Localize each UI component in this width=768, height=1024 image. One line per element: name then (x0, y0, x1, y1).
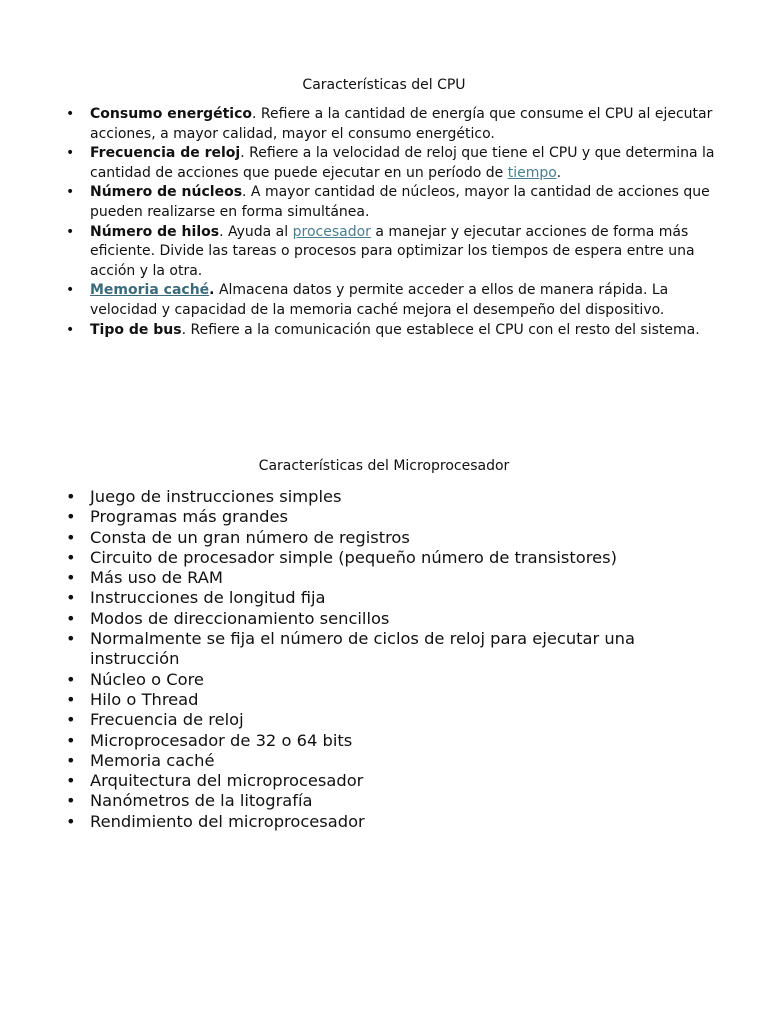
list-item (66, 223, 722, 282)
item-text-after: a manejar y ejecutar acciones de forma más eficiente. Divide las tareas o procesos para optimizar los tiempos de espera entre una acción y la otra. (90, 223, 695, 279)
memoria-cache-link[interactable]: Memoria caché (90, 282, 210, 299)
list-item: • Rendimiento del microprocesador (66, 812, 726, 832)
item-text: . A mayor cantidad de núcleos, mayor la cantidad de acciones que pueden realizarse en forma simultánea. (90, 184, 710, 220)
microprocessor-section-title: Características del Microprocesador (258, 458, 510, 474)
term-suffix: . (209, 282, 215, 299)
microprocessor-characteristics-list (66, 487, 726, 832)
list-item: • Más uso de RAM (66, 568, 726, 588)
term-label: Tipo de bus (90, 321, 182, 338)
list-item: • Circuito de procesador simple (pequeño número de transistores) (66, 548, 726, 568)
list-item (66, 281, 722, 320)
item-text: . Ayuda al (219, 223, 293, 240)
list-item (66, 105, 722, 144)
list-item (66, 321, 722, 341)
list-item: • Consta de un gran número de registros (66, 528, 726, 548)
list-item: • Frecuencia de reloj (66, 710, 726, 730)
list-item (66, 183, 722, 222)
list-item: • Instrucciones de longitud fija (66, 588, 726, 608)
tiempo-link[interactable]: tiempo (507, 164, 557, 181)
item-text: Almacena datos y permite acceder a ellos de manera rápida. La velocidad y capacidad de la memoria caché mejora el desempeño del dispositivo. (90, 282, 669, 318)
term-label: Número de hilos (90, 223, 220, 240)
item-text-after: . (556, 164, 562, 181)
list-item: • Juego de instrucciones simples (66, 487, 726, 507)
list-item: • Normalmente se fija el número de ciclos de reloj para ejecutar una instrucción (66, 629, 726, 670)
term-label: Frecuencia de reloj (90, 145, 241, 162)
item-text: . Refiere a la velocidad de reloj que tiene el CPU y que determina la cantidad de acciones que puede ejecutar en un período de (90, 145, 715, 181)
item-text: . Refiere a la cantidad de energía que consume el CPU al ejecutar acciones, a mayor calidad, mayor el consumo energético. (90, 106, 713, 142)
list-item: • Memoria caché (66, 751, 726, 771)
list-item: • Arquitectura del microprocesador (66, 771, 726, 791)
list-item: • Microprocesador de 32 o 64 bits (66, 731, 726, 751)
list-item: • Modos de direccionamiento sencillos (66, 609, 726, 629)
term-label: Número de núcleos (90, 184, 243, 201)
procesador-link[interactable]: procesador (292, 223, 371, 240)
list-item: • Núcleo o Core (66, 670, 726, 690)
list-item (66, 144, 722, 183)
list-item: • Hilo o Thread (66, 690, 726, 710)
term-label: Consumo energético (90, 106, 253, 122)
cpu-section-title: Características del CPU (302, 77, 466, 93)
item-text: . Refiere a la comunicación que establece el CPU con el resto del sistema. (181, 321, 700, 338)
list-item: • Nanómetros de la litografía (66, 791, 726, 811)
cpu-characteristics-list (66, 105, 722, 340)
list-item: • Programas más grandes (66, 507, 726, 527)
